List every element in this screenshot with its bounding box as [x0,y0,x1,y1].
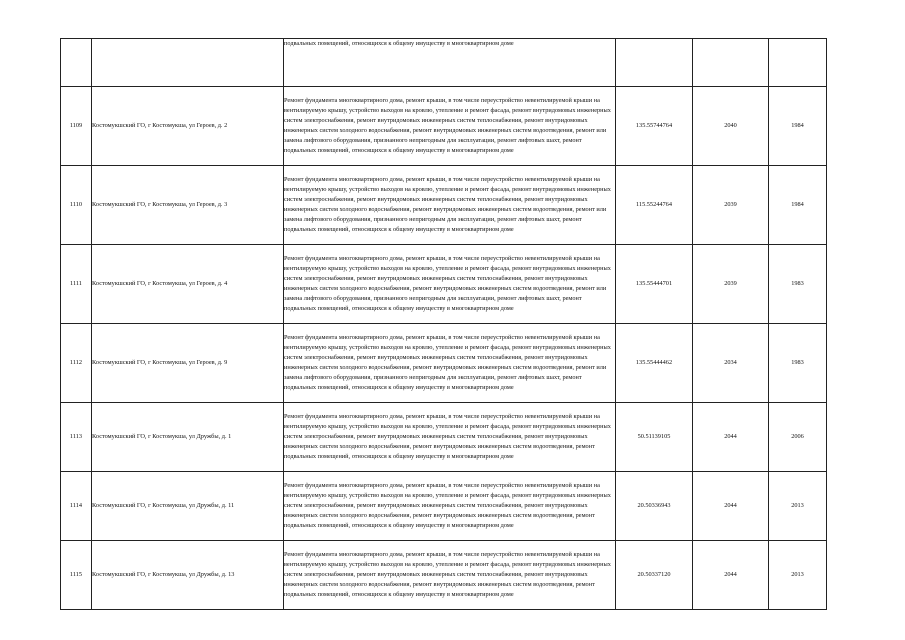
planned-year-cell: 2044 [693,472,769,541]
address-cell: Костомукшский ГО, г Костомукша, ул Героев, д. 4 [92,245,284,324]
area-cell: 50.51139105 [616,403,693,472]
row-number: 1115 [61,541,92,610]
area-cell: 135.55744764 [616,87,693,166]
area-cell: 20.50337120 [616,541,693,610]
works-cell: Ремонт фундамента многоквартирного дома, ремонт крыши, в том числе переустройство невентилируемой крыши на вентилируемую крышу, устройство выходов на кровлю, утепление и ремонт фасада, ремонт внутридомовых инженерных систем электроснабжения, ремонт внутридомовых инженерных систем теплоснабжения, ремонт внутридомовых инженерных систем холодного водоснабжения, ремонт внутридомовых инженерных систем водоотведения, ремонт подвальных помещений, относящихся к общему имуществу в многоквартирном доме [284,472,616,541]
build-year-cell: 2013 [769,541,827,610]
build-year-cell: 1983 [769,245,827,324]
table-row [61,39,827,87]
works-cell: Ремонт фундамента многоквартирного дома, ремонт крыши, в том числе переустройство невентилируемой крыши на вентилируемую крышу, устройство выходов на кровлю, утепление и ремонт фасада, ремонт внутридомовых инженерных систем электроснабжения, ремонт внутридомовых инженерных систем теплоснабжения, ремонт внутридомовых инженерных систем холодного водоснабжения, ремонт внутридомовых инженерных систем водоотведения, ремонт или замена лифтового оборудования, признанного непригодным для эксплуатации, ремонт лифтовых шахт, ремонт подвальных помещений, относящихся к общему имуществу в многоквартирном доме [284,245,616,324]
build-year-cell [769,39,827,87]
register-table [60,38,827,610]
area-cell: 135.55444462 [616,324,693,403]
build-year-cell: 1984 [769,87,827,166]
row-number: 1112 [61,324,92,403]
works-cell: Ремонт фундамента многоквартирного дома, ремонт крыши, в том числе переустройство невентилируемой крыши на вентилируемую крышу, устройство выходов на кровлю, утепление и ремонт фасада, ремонт внутридомовых инженерных систем электроснабжения, ремонт внутридомовых инженерных систем теплоснабжения, ремонт внутридомовых инженерных систем холодного водоснабжения, ремонт внутридомовых инженерных систем водоотведения, ремонт или замена лифтового оборудования, признанного непригодным для эксплуатации, ремонт лифтовых шахт, ремонт подвальных помещений, относящихся к общему имуществу в многоквартирном доме [284,324,616,403]
works-cell: подвальных помещений, относящихся к общему имуществу в многоквартирном доме [284,39,616,87]
planned-year-cell: 2034 [693,324,769,403]
table-row [61,166,827,245]
planned-year-cell: 2044 [693,403,769,472]
area-cell: 115.55244764 [616,166,693,245]
planned-year-cell [693,39,769,87]
address-cell: Костомукшский ГО, г Костомукша, ул Дружбы, д. 11 [92,472,284,541]
planned-year-cell: 2040 [693,87,769,166]
row-number [61,39,92,87]
row-number: 1113 [61,403,92,472]
table-row [61,87,827,166]
build-year-cell: 1983 [769,324,827,403]
planned-year-cell: 2044 [693,541,769,610]
address-cell: Костомукшский ГО, г Костомукша, ул Героев, д. 9 [92,324,284,403]
table-row [61,324,827,403]
area-cell: 20.50336943 [616,472,693,541]
address-cell [92,39,284,87]
works-cell: Ремонт фундамента многоквартирного дома, ремонт крыши, в том числе переустройство невентилируемой крыши на вентилируемую крышу, устройство выходов на кровлю, утепление и ремонт фасада, ремонт внутридомовых инженерных систем электроснабжения, ремонт внутридомовых инженерных систем теплоснабжения, ремонт внутридомовых инженерных систем холодного водоснабжения, ремонт внутридомовых инженерных систем водоотведения, ремонт подвальных помещений, относящихся к общему имуществу в многоквартирном доме [284,403,616,472]
build-year-cell: 2013 [769,472,827,541]
table-row [61,403,827,472]
planned-year-cell: 2039 [693,166,769,245]
area-cell [616,39,693,87]
address-cell: Костомукшский ГО, г Костомукша, ул Героев, д. 3 [92,166,284,245]
row-number: 1114 [61,472,92,541]
works-cell: Ремонт фундамента многоквартирного дома, ремонт крыши, в том числе переустройство невентилируемой крыши на вентилируемую крышу, устройство выходов на кровлю, утепление и ремонт фасада, ремонт внутридомовых инженерных систем электроснабжения, ремонт внутридомовых инженерных систем теплоснабжения, ремонт внутридомовых инженерных систем холодного водоснабжения, ремонт внутридомовых инженерных систем водоотведения, ремонт подвальных помещений, относящихся к общему имуществу в многоквартирном доме [284,541,616,610]
planned-year-cell: 2039 [693,245,769,324]
table-row [61,472,827,541]
table-row [61,541,827,610]
row-number: 1110 [61,166,92,245]
address-cell: Костомукшский ГО, г Костомукша, ул Дружбы, д. 1 [92,403,284,472]
row-number: 1111 [61,245,92,324]
works-cell: Ремонт фундамента многоквартирного дома, ремонт крыши, в том числе переустройство невентилируемой крыши на вентилируемую крышу, устройство выходов на кровлю, утепление и ремонт фасада, ремонт внутридомовых инженерных систем электроснабжения, ремонт внутридомовых инженерных систем теплоснабжения, ремонт внутридомовых инженерных систем холодного водоснабжения, ремонт внутридомовых инженерных систем водоотведения, ремонт или замена лифтового оборудования, признанного непригодным для эксплуатации, ремонт лифтовых шахт, ремонт подвальных помещений, относящихся к общему имуществу в многоквартирном доме [284,87,616,166]
works-cell: Ремонт фундамента многоквартирного дома, ремонт крыши, в том числе переустройство невентилируемой крыши на вентилируемую крышу, устройство выходов на кровлю, утепление и ремонт фасада, ремонт внутридомовых инженерных систем электроснабжения, ремонт внутридомовых инженерных систем теплоснабжения, ремонт внутридомовых инженерных систем холодного водоснабжения, ремонт внутридомовых инженерных систем водоотведения, ремонт или замена лифтового оборудования, признанного непригодным для эксплуатации, ремонт лифтовых шахт, ремонт подвальных помещений, относящихся к общему имуществу в многоквартирном доме [284,166,616,245]
table-row [61,245,827,324]
address-cell: Костомукшский ГО, г Костомукша, ул Дружбы, д. 13 [92,541,284,610]
row-number: 1109 [61,87,92,166]
build-year-cell: 1984 [769,166,827,245]
build-year-cell: 2006 [769,403,827,472]
area-cell: 135.55444701 [616,245,693,324]
address-cell: Костомукшский ГО, г Костомукша, ул Героев, д. 2 [92,87,284,166]
